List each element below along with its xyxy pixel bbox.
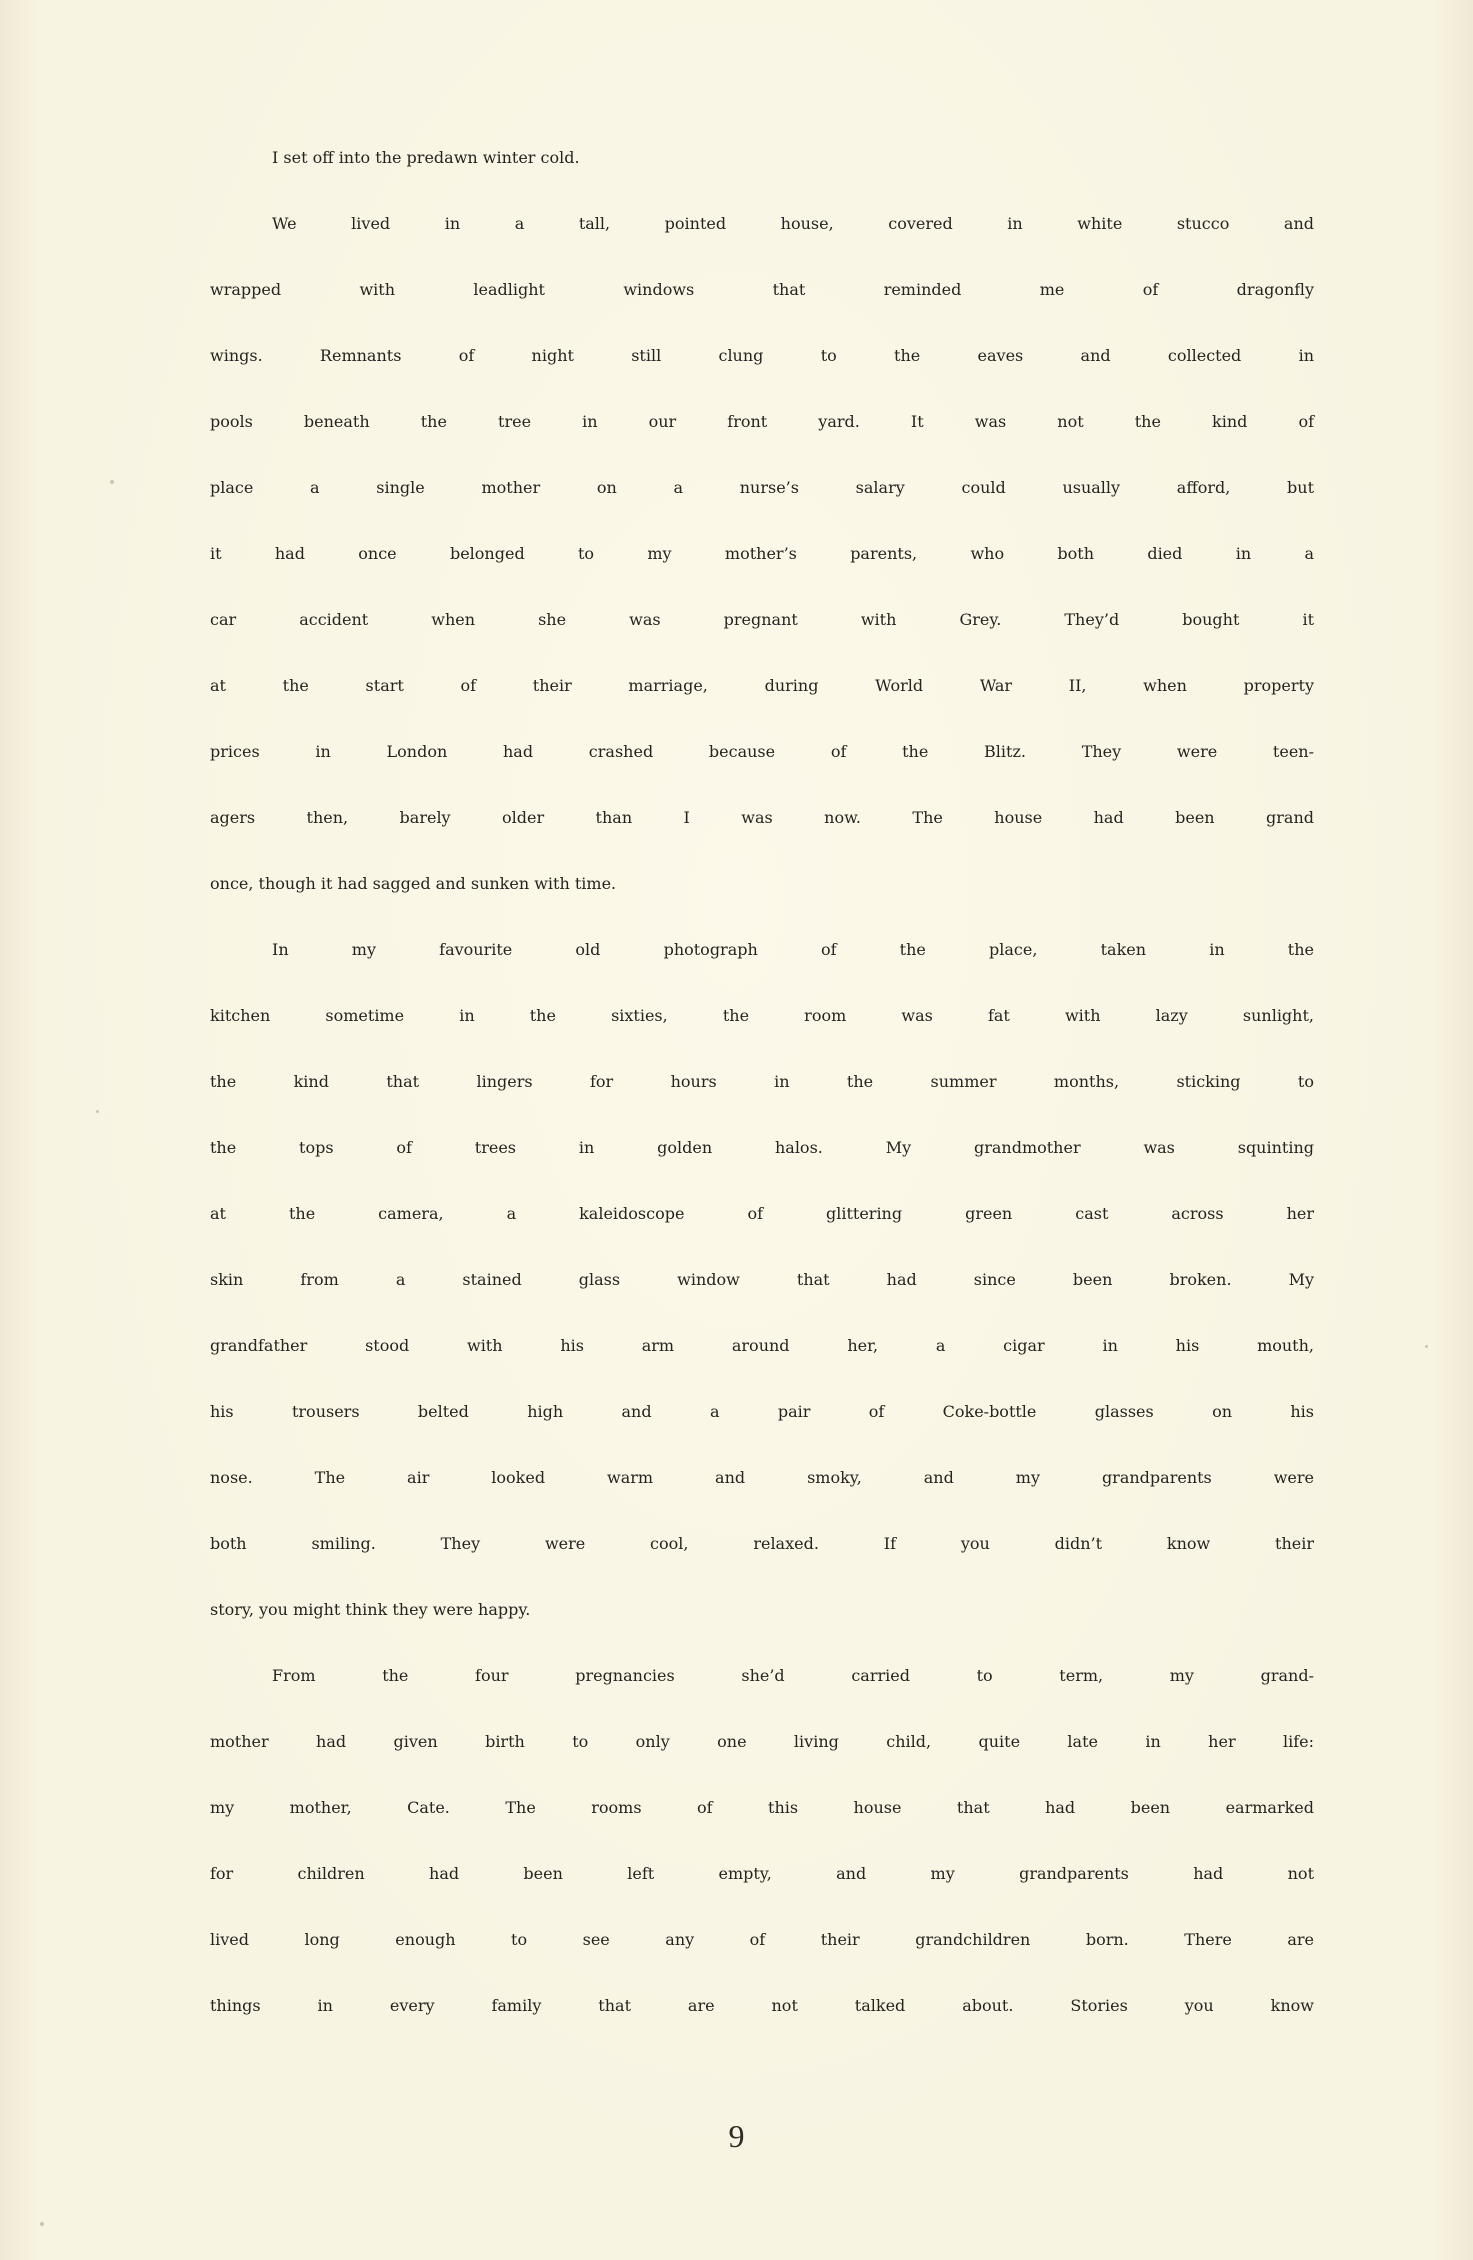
paper-speck xyxy=(96,1110,99,1113)
text-line: at the camera, a kaleidoscope of glittering green cast across her xyxy=(210,1204,1314,1223)
text-line: pools beneath the tree in our front yard. It was not the kind of xyxy=(210,412,1314,431)
text-line: the kind that lingers for hours in the summer months, sticking to xyxy=(210,1072,1314,1091)
text-line: once, though it had sagged and sunken with time. xyxy=(210,874,617,893)
text-line: at the start of their marriage, during World War II, when property xyxy=(210,676,1314,695)
paper-speck xyxy=(110,480,114,484)
text-line: things in every family that are not talked about. Stories you know xyxy=(210,1996,1314,2015)
text-line: grandfather stood with his arm around her, a cigar in his mouth, xyxy=(210,1336,1314,1355)
text-line: his trousers belted high and a pair of Coke-bottle glasses on his xyxy=(210,1402,1314,1421)
text-line: wings. Remnants of night still clung to the eaves and collected in xyxy=(210,346,1314,365)
text-line: agers then, barely older than I was now. The house had been grand xyxy=(210,808,1314,827)
paper-speck xyxy=(40,2222,44,2226)
text-line: both smiling. They were cool, relaxed. If you didn’t know their xyxy=(210,1534,1314,1553)
text-line: In my favourite old photograph of the place, taken in the xyxy=(272,940,1314,959)
text-line: for children had been left empty, and my grandparents had not xyxy=(210,1864,1314,1883)
text-line: wrapped with leadlight windows that reminded me of dragonfly xyxy=(210,280,1314,299)
text-line: prices in London had crashed because of the Blitz. They were teen- xyxy=(210,742,1314,761)
text-line: story, you might think they were happy. xyxy=(210,1600,531,1619)
paper-speck xyxy=(1425,1345,1428,1348)
text-line: mother had given birth to only one living child, quite late in her life: xyxy=(210,1732,1314,1751)
text-line: We lived in a tall, pointed house, covered in white stucco and xyxy=(272,214,1314,233)
text-line: car accident when she was pregnant with Grey. They’d bought it xyxy=(210,610,1314,629)
text-line: lived long enough to see any of their grandchildren born. There are xyxy=(210,1930,1314,1949)
text-line: kitchen sometime in the sixties, the room was fat with lazy sunlight, xyxy=(210,1006,1314,1025)
text-line: I set off into the predawn winter cold. xyxy=(272,148,580,167)
text-line: skin from a stained glass window that had since been broken. My xyxy=(210,1270,1314,1289)
page-number: 9 xyxy=(728,2118,745,2154)
body-text xyxy=(210,148,1314,2062)
text-line: nose. The air looked warm and smoky, and my grandparents were xyxy=(210,1468,1314,1487)
text-line: place a single mother on a nurse’s salary could usually afford, but xyxy=(210,478,1314,497)
text-line: my mother, Cate. The rooms of this house that had been earmarked xyxy=(210,1798,1314,1817)
text-line: From the four pregnancies she’d carried to term, my grand- xyxy=(272,1666,1314,1685)
text-line: the tops of trees in golden halos. My grandmother was squinting xyxy=(210,1138,1314,1157)
text-line: it had once belonged to my mother’s parents, who both died in a xyxy=(210,544,1314,563)
